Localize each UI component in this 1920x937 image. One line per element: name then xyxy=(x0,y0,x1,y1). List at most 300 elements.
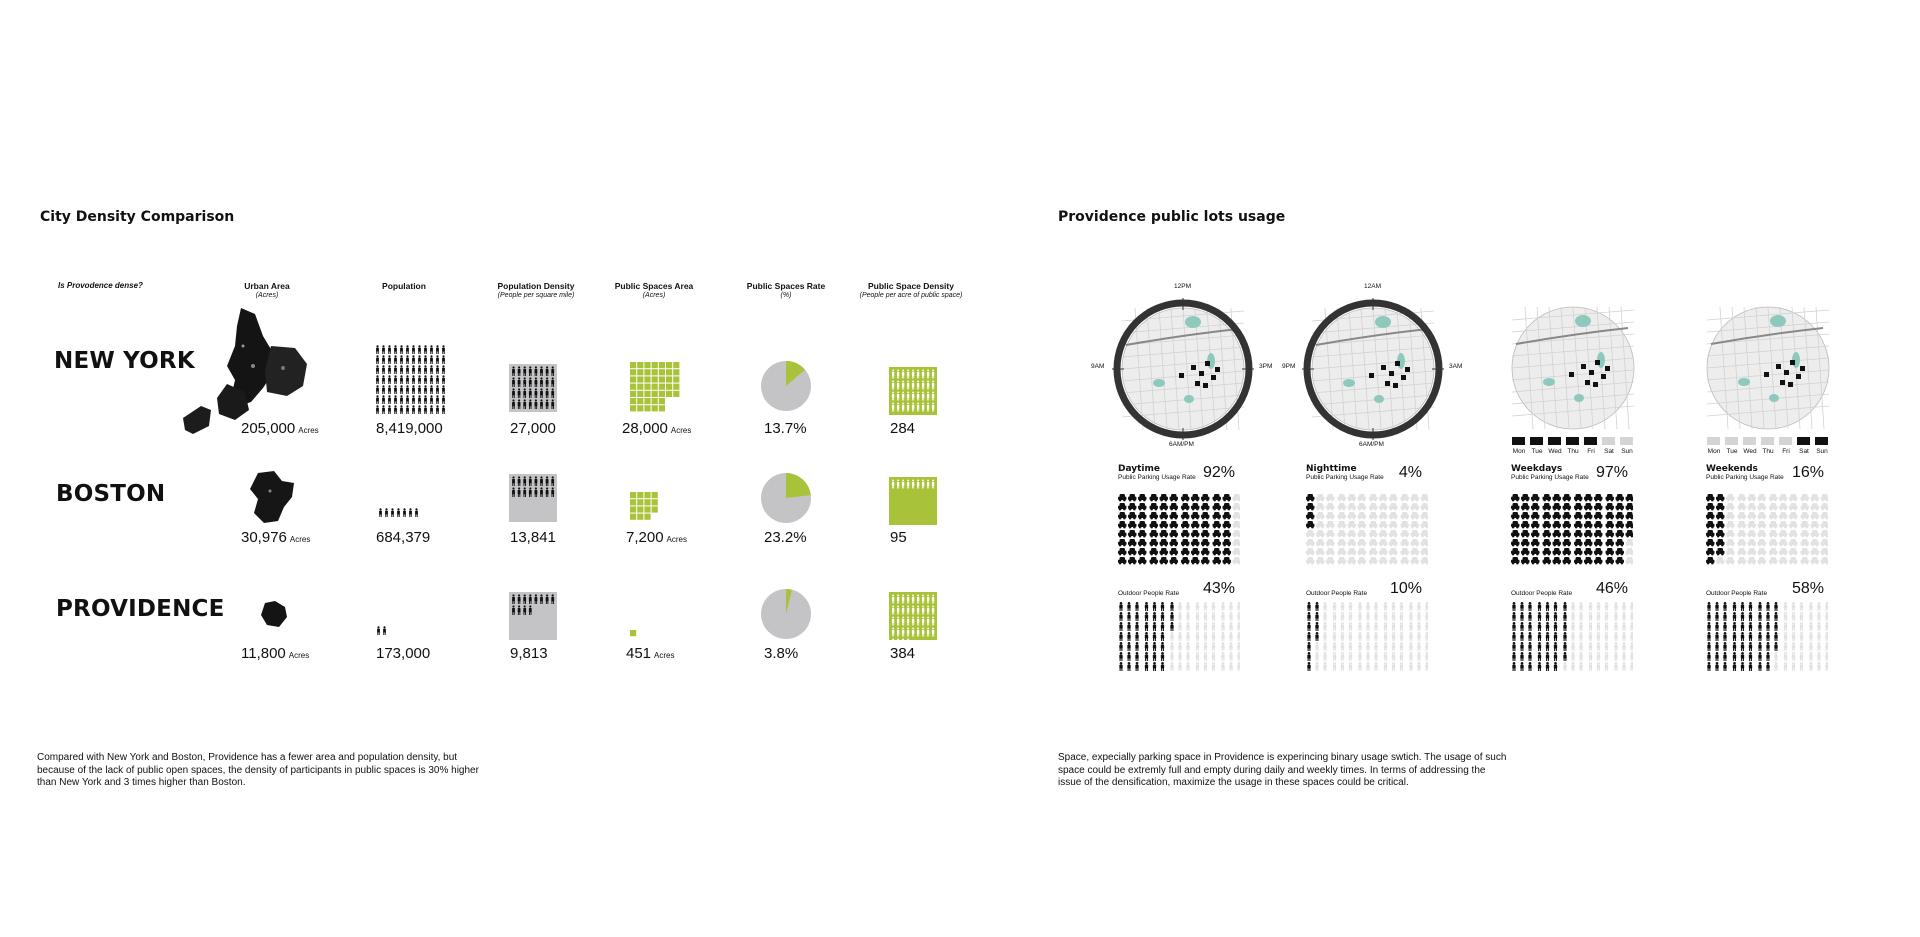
car-icon xyxy=(1170,539,1179,546)
person-icon xyxy=(1384,622,1387,631)
car-icon xyxy=(1789,530,1798,537)
person-icon xyxy=(415,508,418,517)
car-icon xyxy=(1716,494,1725,501)
car-icon xyxy=(1306,530,1315,537)
column-subtitle: (Acres) xyxy=(642,292,666,299)
person-icon xyxy=(1825,612,1828,621)
parking-car-grid xyxy=(1118,494,1240,566)
parking-lot xyxy=(1569,372,1574,377)
person-icon xyxy=(1605,642,1608,651)
car-icon xyxy=(1616,521,1625,528)
person-icon xyxy=(1374,632,1377,641)
car-icon xyxy=(1574,539,1583,546)
parking-rate-value: 92% xyxy=(1202,464,1235,481)
car-icon xyxy=(1181,539,1190,546)
person-icon xyxy=(1622,602,1625,611)
person-icon xyxy=(1384,602,1387,611)
day-block xyxy=(1815,437,1828,445)
car-icon xyxy=(1769,494,1778,501)
person-icon xyxy=(376,345,379,354)
car-icon xyxy=(1521,503,1530,510)
outdoor-rate-value: 43% xyxy=(1202,580,1235,597)
card-label: Weekdays xyxy=(1511,464,1563,474)
person-icon xyxy=(1538,612,1541,621)
car-icon xyxy=(1326,530,1335,537)
car-icon xyxy=(1563,530,1572,537)
person-icon xyxy=(1315,642,1318,651)
person-icon xyxy=(1349,632,1352,641)
person-icon xyxy=(1315,612,1318,621)
car-icon xyxy=(1316,512,1325,519)
person-icon xyxy=(1707,642,1710,651)
column-title: Population xyxy=(382,281,426,291)
person-icon xyxy=(1349,652,1352,661)
car-icon xyxy=(1338,512,1347,519)
car-icon xyxy=(1726,512,1735,519)
person-icon xyxy=(1221,662,1224,671)
car-icon xyxy=(1789,539,1798,546)
car-icon xyxy=(1138,521,1147,528)
car-icon xyxy=(1401,494,1410,501)
parking-lot xyxy=(1585,380,1590,385)
car-icon xyxy=(1531,512,1540,519)
park-area xyxy=(1543,378,1555,386)
card-label: Weekends xyxy=(1706,464,1758,474)
person-icon xyxy=(394,365,397,374)
person-icon xyxy=(1563,632,1566,641)
car-icon xyxy=(1574,521,1583,528)
car-icon xyxy=(1748,530,1757,537)
area-cell xyxy=(644,499,650,505)
car-icon xyxy=(1389,503,1398,510)
person-icon xyxy=(1538,602,1541,611)
car-icon xyxy=(1574,512,1583,519)
car-icon xyxy=(1389,530,1398,537)
car-icon xyxy=(1779,512,1788,519)
public-rate-pie xyxy=(760,360,812,412)
person-icon xyxy=(1425,662,1428,671)
area-cell xyxy=(637,362,643,368)
person-icon xyxy=(1579,642,1582,651)
car-icon xyxy=(1421,494,1429,501)
car-icon xyxy=(1411,539,1420,546)
dial-label-right: 3AM xyxy=(1449,363,1463,370)
person-icon xyxy=(1204,612,1207,621)
day-label: Sun xyxy=(1621,448,1633,455)
car-icon xyxy=(1521,494,1530,501)
person-icon xyxy=(385,508,388,517)
person-icon xyxy=(1784,632,1787,641)
person-icon xyxy=(442,365,445,374)
car-icon xyxy=(1594,512,1603,519)
weekdays-map xyxy=(1510,305,1636,431)
person-icon xyxy=(1307,662,1310,671)
person-icon xyxy=(1571,662,1574,671)
person-icon xyxy=(1563,662,1566,671)
area-cell xyxy=(659,384,665,390)
car-icon xyxy=(1738,521,1747,528)
person-icon xyxy=(1145,662,1148,671)
parking-lot xyxy=(1764,372,1769,377)
person-icon xyxy=(1707,602,1710,611)
person-icon xyxy=(1366,632,1369,641)
car-icon xyxy=(1779,521,1788,528)
person-icon xyxy=(1741,622,1744,631)
person-icon xyxy=(1707,612,1710,621)
person-icon xyxy=(1520,622,1523,631)
parking-lot xyxy=(1589,370,1594,375)
column-header-public-spaces-rate xyxy=(726,281,846,301)
area-cell xyxy=(637,492,643,498)
car-icon xyxy=(1191,557,1200,564)
car-icon xyxy=(1316,494,1325,501)
person-icon xyxy=(406,385,409,394)
person-icon xyxy=(1358,652,1361,661)
person-icon xyxy=(1605,632,1608,641)
park-area xyxy=(1575,315,1591,327)
person-icon xyxy=(1341,662,1344,671)
car-icon xyxy=(1811,530,1820,537)
car-icon xyxy=(1160,494,1169,501)
car-icon xyxy=(1421,503,1429,510)
population-people-icons xyxy=(378,508,418,520)
car-icon xyxy=(1306,539,1315,546)
car-icon xyxy=(1738,530,1747,537)
person-icon xyxy=(1333,612,1336,621)
person-icon xyxy=(1229,602,1232,611)
person-icon xyxy=(1178,612,1181,621)
person-icon xyxy=(1119,632,1122,641)
car-icon xyxy=(1369,494,1378,501)
day-block xyxy=(1707,437,1720,445)
outdoor-people-grid xyxy=(1118,602,1240,672)
person-icon xyxy=(1119,622,1122,631)
public-rate-pie xyxy=(760,472,812,524)
person-icon xyxy=(1605,652,1608,661)
person-icon xyxy=(1186,632,1189,641)
value-text: 11,800 xyxy=(241,645,286,662)
person-icon xyxy=(1800,622,1803,631)
person-icon xyxy=(1614,602,1617,611)
car-icon xyxy=(1616,548,1625,555)
column-header-population xyxy=(344,281,464,291)
weekend-strip xyxy=(1707,437,1833,463)
car-icon xyxy=(1389,494,1398,501)
car-icon xyxy=(1553,530,1562,537)
person-icon xyxy=(1341,602,1344,611)
person-icon xyxy=(1723,642,1726,651)
car-icon xyxy=(1389,512,1398,519)
person-icon xyxy=(1425,642,1428,651)
person-icon xyxy=(1170,612,1173,621)
person-icon xyxy=(1161,652,1164,661)
person-icon xyxy=(1792,602,1795,611)
person-icon xyxy=(1417,652,1420,661)
person-icon xyxy=(1774,622,1777,631)
person-icon xyxy=(1212,632,1215,641)
person-icon xyxy=(1307,602,1310,611)
person-icon xyxy=(1119,602,1122,611)
person-icon xyxy=(1161,602,1164,611)
car-icon xyxy=(1748,557,1757,564)
person-icon xyxy=(1766,662,1769,671)
card-label: Nighttime xyxy=(1306,464,1357,474)
parking-lot xyxy=(1369,373,1374,378)
person-icon xyxy=(1800,632,1803,641)
car-icon xyxy=(1150,557,1159,564)
car-icon xyxy=(1626,521,1634,528)
car-icon xyxy=(1543,512,1552,519)
area-cell xyxy=(644,514,650,520)
person-icon xyxy=(1186,662,1189,671)
person-icon xyxy=(1512,642,1515,651)
area-cell xyxy=(630,376,636,382)
value-text: 30,976 xyxy=(241,529,287,546)
person-icon xyxy=(1349,602,1352,611)
car-icon xyxy=(1213,530,1222,537)
person-icon xyxy=(1554,652,1557,661)
person-icon xyxy=(1597,662,1600,671)
area-cell xyxy=(630,384,636,390)
car-icon xyxy=(1801,530,1810,537)
car-icon xyxy=(1626,512,1634,519)
person-icon xyxy=(1417,632,1420,641)
area-cell xyxy=(666,391,672,397)
person-icon xyxy=(436,375,439,384)
car-icon xyxy=(1401,548,1410,555)
outdoor-rate-value: 46% xyxy=(1595,580,1628,597)
person-icon xyxy=(400,375,403,384)
park-area xyxy=(1153,379,1165,387)
car-icon xyxy=(1594,503,1603,510)
person-icon xyxy=(1409,652,1412,661)
car-icon xyxy=(1511,530,1520,537)
car-icon xyxy=(1389,521,1398,528)
person-icon xyxy=(1741,662,1744,671)
parking-lot xyxy=(1595,360,1600,365)
parking-lot xyxy=(1393,383,1398,388)
value-text: 451 xyxy=(626,645,652,662)
outdoor-sub-label: Outdoor People Rate xyxy=(1118,590,1180,597)
person-icon xyxy=(1749,652,1752,661)
person-icon xyxy=(1538,652,1541,661)
car-icon xyxy=(1233,512,1241,519)
person-icon xyxy=(1212,622,1215,631)
car-icon xyxy=(1563,548,1572,555)
person-icon xyxy=(1119,662,1122,671)
car-icon xyxy=(1594,521,1603,528)
person-icon xyxy=(1809,652,1812,661)
car-icon xyxy=(1213,539,1222,546)
person-icon xyxy=(1374,662,1377,671)
person-icon xyxy=(1186,602,1189,611)
parking-lot xyxy=(1593,382,1598,387)
person-icon xyxy=(1323,622,1326,631)
person-icon xyxy=(1366,642,1369,651)
area-cell xyxy=(644,405,650,411)
area-cell xyxy=(644,384,650,390)
person-icon xyxy=(1825,652,1828,661)
person-icon xyxy=(1707,652,1710,661)
car-icon xyxy=(1201,539,1210,546)
person-icon xyxy=(1135,652,1138,661)
population-density-value: 9,813 xyxy=(510,645,548,662)
person-icon xyxy=(1170,662,1173,671)
person-icon xyxy=(1323,652,1326,661)
parking-lot xyxy=(1191,365,1196,370)
car-icon xyxy=(1584,512,1593,519)
car-icon xyxy=(1128,494,1137,501)
person-icon xyxy=(1733,602,1736,611)
car-icon xyxy=(1170,521,1179,528)
car-icon xyxy=(1801,494,1810,501)
person-icon xyxy=(430,365,433,374)
car-icon xyxy=(1160,512,1169,519)
car-icon xyxy=(1626,494,1634,501)
car-icon xyxy=(1821,494,1829,501)
car-icon xyxy=(1128,521,1137,528)
person-icon xyxy=(430,345,433,354)
person-icon xyxy=(1315,622,1318,631)
column-header-public-spaces-area xyxy=(594,281,714,301)
person-icon xyxy=(382,365,385,374)
question-heading: Is Provodence dense? xyxy=(58,281,143,290)
parking-lot xyxy=(1776,364,1781,369)
car-icon xyxy=(1811,494,1820,501)
car-icon xyxy=(1128,548,1137,555)
person-icon xyxy=(1400,622,1403,631)
value-text: 205,000 xyxy=(241,420,296,437)
person-icon xyxy=(1622,642,1625,651)
public-rate-value: 3.8% xyxy=(764,645,799,662)
car-icon xyxy=(1626,530,1634,537)
person-icon xyxy=(1196,632,1199,641)
person-icon xyxy=(1563,642,1566,651)
person-icon xyxy=(382,345,385,354)
car-icon xyxy=(1223,494,1232,501)
area-cell xyxy=(666,362,672,368)
area-cell xyxy=(630,398,636,404)
person-icon xyxy=(1809,602,1812,611)
car-icon xyxy=(1606,521,1615,528)
person-icon xyxy=(1145,602,1148,611)
car-icon xyxy=(1379,512,1388,519)
person-icon xyxy=(1825,642,1828,651)
day-label: Wed xyxy=(1548,448,1562,455)
car-icon xyxy=(1401,557,1410,564)
person-icon xyxy=(1766,602,1769,611)
area-cell xyxy=(630,492,636,498)
car-icon xyxy=(1726,557,1735,564)
person-icon xyxy=(1135,612,1138,621)
column-title: Urban Area xyxy=(244,281,290,291)
person-icon xyxy=(1630,662,1633,671)
car-icon xyxy=(1801,503,1810,510)
car-icon xyxy=(1726,548,1735,555)
person-icon xyxy=(442,355,445,364)
person-icon xyxy=(376,395,379,404)
person-icon xyxy=(442,395,445,404)
person-icon xyxy=(1127,642,1130,651)
parking-lot xyxy=(1211,375,1216,380)
car-icon xyxy=(1358,539,1367,546)
person-icon xyxy=(1749,602,1752,611)
person-icon xyxy=(1622,632,1625,641)
person-icon xyxy=(442,345,445,354)
car-icon xyxy=(1584,557,1593,564)
area-cell xyxy=(652,376,658,382)
car-icon xyxy=(1233,557,1241,564)
person-icon xyxy=(1538,622,1541,631)
car-icon xyxy=(1716,512,1725,519)
car-icon xyxy=(1543,548,1552,555)
person-icon xyxy=(1605,602,1608,611)
person-icon xyxy=(403,508,406,517)
car-icon xyxy=(1511,503,1520,510)
person-icon xyxy=(1563,612,1566,621)
car-icon xyxy=(1758,503,1767,510)
person-icon xyxy=(1341,642,1344,651)
person-icon xyxy=(1178,652,1181,661)
person-icon xyxy=(1229,642,1232,651)
car-icon xyxy=(1616,494,1625,501)
person-icon xyxy=(1707,632,1710,641)
person-icon xyxy=(1766,612,1769,621)
person-icon xyxy=(1563,652,1566,661)
person-icon xyxy=(1237,622,1240,631)
car-icon xyxy=(1181,557,1190,564)
car-icon xyxy=(1118,548,1127,555)
person-icon xyxy=(406,395,409,404)
car-icon xyxy=(1338,530,1347,537)
parking-lot xyxy=(1199,371,1204,376)
person-icon xyxy=(1153,642,1156,651)
public-rate-value: 23.2% xyxy=(764,529,807,546)
car-icon xyxy=(1531,530,1540,537)
person-icon xyxy=(442,385,445,394)
person-icon xyxy=(1212,612,1215,621)
car-icon xyxy=(1811,512,1820,519)
person-icon xyxy=(1392,612,1395,621)
person-icon xyxy=(412,365,415,374)
person-icon xyxy=(1538,642,1541,651)
car-icon xyxy=(1421,539,1429,546)
car-icon xyxy=(1379,494,1388,501)
day-block xyxy=(1725,437,1738,445)
person-icon xyxy=(1589,602,1592,611)
car-icon xyxy=(1769,512,1778,519)
column-subtitle: (%) xyxy=(780,292,792,299)
area-cell xyxy=(673,384,679,390)
column-subtitle: (People per acre of public space) xyxy=(859,292,963,299)
park-area xyxy=(1574,394,1584,402)
car-icon xyxy=(1150,503,1159,510)
person-icon xyxy=(394,355,397,364)
person-icon xyxy=(1758,612,1761,621)
area-cell xyxy=(637,391,643,397)
car-icon xyxy=(1348,548,1357,555)
car-icon xyxy=(1326,512,1335,519)
car-icon xyxy=(1553,494,1562,501)
car-icon xyxy=(1789,521,1798,528)
person-icon xyxy=(1221,632,1224,641)
car-icon xyxy=(1201,548,1210,555)
person-icon xyxy=(1135,642,1138,651)
value-text: 28,000 xyxy=(622,420,668,437)
person-icon xyxy=(388,375,391,384)
person-icon xyxy=(1119,642,1122,651)
car-icon xyxy=(1411,512,1420,519)
